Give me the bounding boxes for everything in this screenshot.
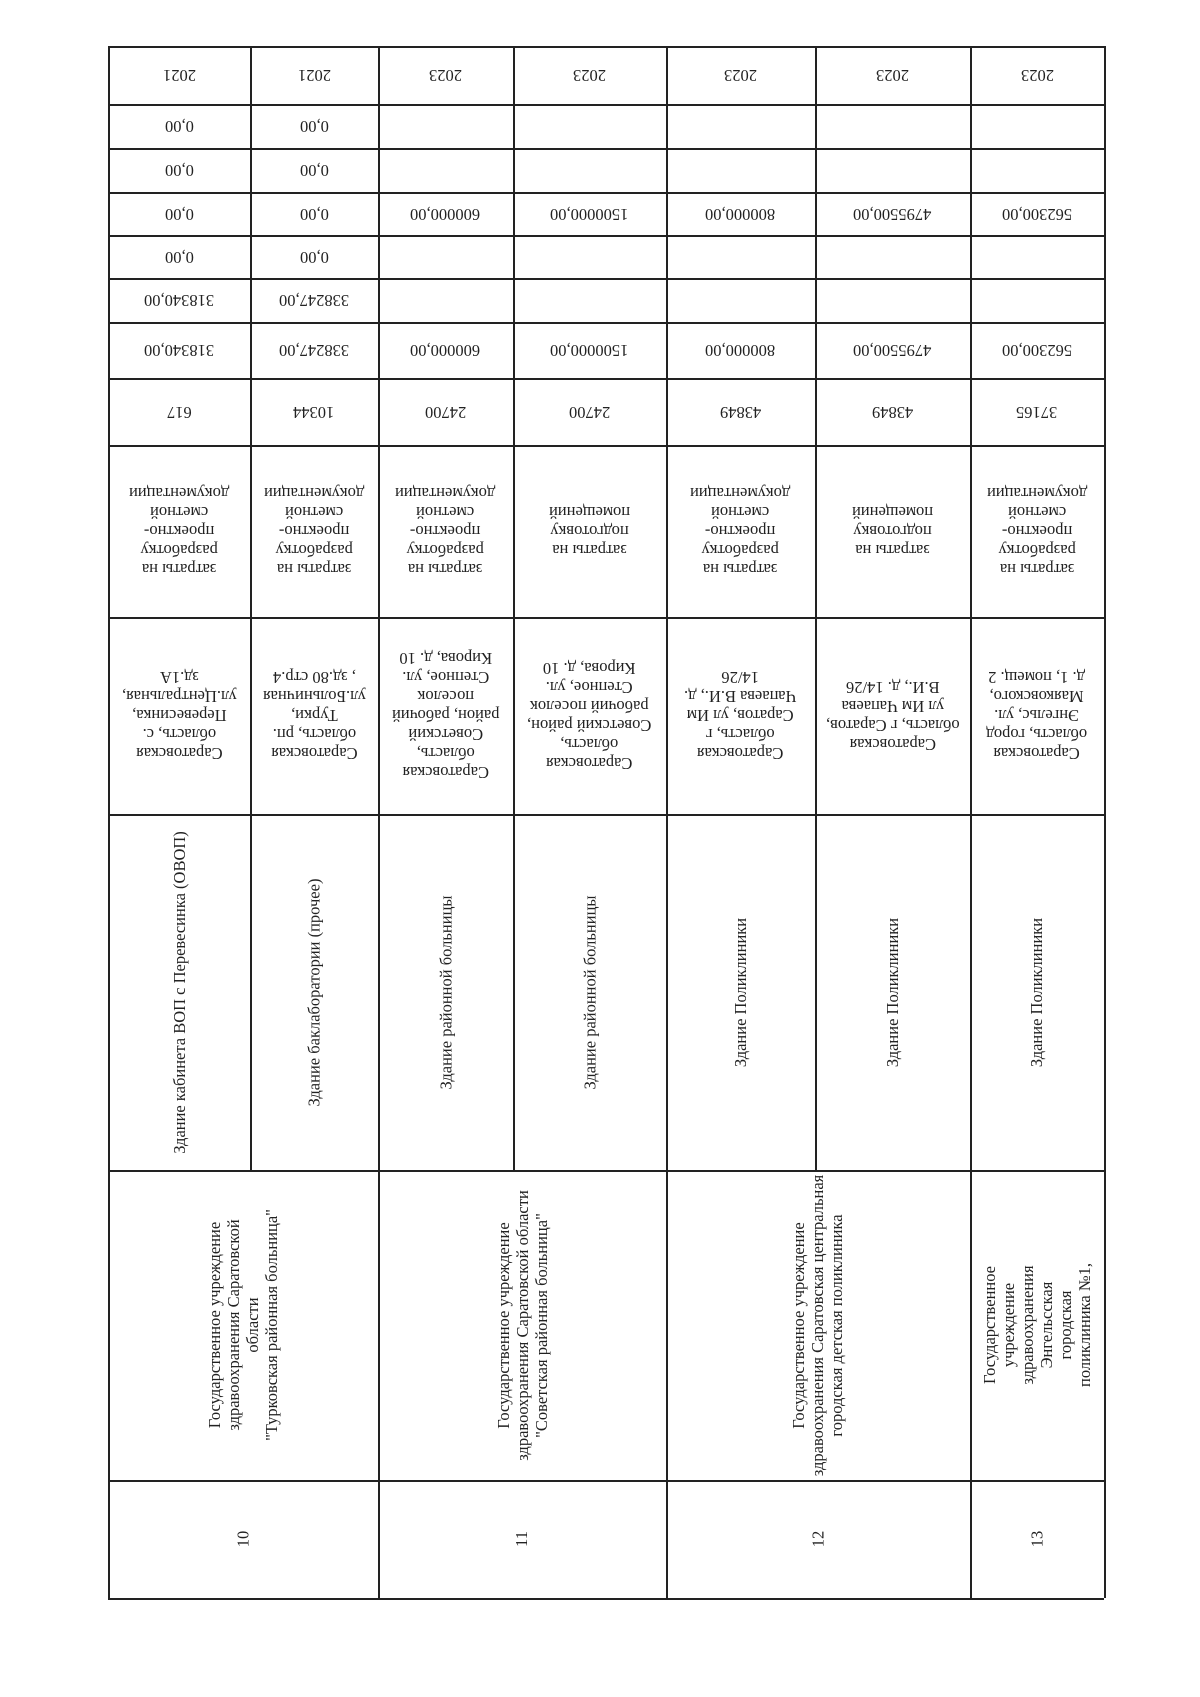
institution-name-cell	[108, 1170, 378, 1480]
amount-v3: 0,00	[299, 247, 329, 267]
amount-v1: 318340,00	[143, 341, 215, 360]
area-value-cell	[108, 378, 250, 445]
amount-v2-cell	[970, 278, 1104, 322]
address-text: Саратовская область, Советский район, рабочий поселок Степное, ул. Кирова, д. 10	[527, 658, 652, 773]
amount-v6-cell	[108, 104, 250, 148]
building-name: Здание районной больницы	[436, 895, 455, 1089]
institution-name: Государственное учреждение здравоохранения Саратовской области "Советская районная больница"	[493, 1189, 551, 1461]
purpose-text-cell	[970, 445, 1104, 617]
building-name-cell	[513, 814, 666, 1170]
amount-v1-cell	[513, 322, 666, 378]
address-text-cell	[666, 617, 815, 814]
amount-v2: 338247,00	[278, 291, 350, 310]
row-number-cell	[108, 1480, 378, 1598]
amount-v5-cell	[250, 148, 378, 192]
row-number: 13	[1027, 1530, 1046, 1548]
building-name-cell	[378, 814, 513, 1170]
institution-name: Государственное учреждение здравоохранения Саратовской области "Турковская районная больница"	[205, 1209, 281, 1441]
amount-v1-cell	[666, 322, 815, 378]
amount-v1-cell	[815, 322, 970, 378]
amount-v4-cell	[250, 192, 378, 235]
row-number-cell	[666, 1480, 970, 1598]
institution-name-cell	[378, 1170, 666, 1480]
amount-v2-cell	[378, 278, 513, 322]
institution-name: Государственное учреждение здравоохранения Саратовская центральная городская детская поликлиника	[789, 1174, 847, 1476]
amount-v2-cell	[250, 278, 378, 322]
year-value: 2021	[162, 66, 196, 85]
amount-v2-cell	[815, 278, 970, 322]
amount-v6-cell	[250, 104, 378, 148]
amount-v6: 0,00	[164, 117, 194, 136]
amount-v1-cell	[108, 322, 250, 378]
amount-v6-cell	[513, 104, 666, 148]
amount-v3-cell	[108, 235, 250, 278]
amount-v5-cell	[108, 148, 250, 192]
amount-v4: 562300,00	[1001, 204, 1073, 224]
purpose-text: затраты на подготовку помещений	[548, 502, 631, 560]
amount-v5-cell	[970, 148, 1104, 192]
amount-v4-cell	[666, 192, 815, 235]
amount-v4-cell	[815, 192, 970, 235]
year-value: 2023	[429, 66, 462, 85]
year-value: 2023	[573, 66, 606, 85]
amount-v2-cell	[666, 278, 815, 322]
institution-name-cell	[666, 1170, 970, 1480]
amount-v5-cell	[378, 148, 513, 192]
building-name: Здание районной больницы	[580, 895, 599, 1089]
amount-v3-cell	[970, 235, 1104, 278]
building-name-cell	[108, 814, 250, 1170]
amount-v3: 0,00	[164, 247, 194, 267]
table-rule	[108, 1480, 1104, 1482]
year-value-cell	[666, 46, 815, 104]
institution-name: Государственное учреждение здравоохранения Энгельсская городская поликлиника №1,	[980, 1263, 1094, 1387]
amount-v5-cell	[513, 148, 666, 192]
amount-v1: 562300,00	[1001, 341, 1073, 360]
amount-v1-cell	[250, 322, 378, 378]
year-value-cell	[513, 46, 666, 104]
amount-v1-cell	[378, 322, 513, 378]
amount-v2-cell	[108, 278, 250, 322]
area-value-cell	[970, 378, 1104, 445]
amount-v4: 800000,00	[705, 204, 776, 224]
address-text-cell	[815, 617, 970, 814]
purpose-text: затраты на разработку проектно- сметной документации	[690, 483, 791, 579]
purpose-text: затраты на подготовку помещений	[851, 502, 934, 560]
row-number: 10	[233, 1530, 252, 1548]
table-rule	[1104, 46, 1106, 1598]
institution-name-cell	[970, 1170, 1104, 1480]
amount-v1: 800000,00	[705, 341, 776, 360]
area-value: 24700	[424, 402, 467, 422]
amount-v6-cell	[666, 104, 815, 148]
area-value: 37165	[1016, 402, 1058, 422]
row-number-cell	[970, 1480, 1104, 1598]
amount-v3-cell	[666, 235, 815, 278]
address-text-cell	[378, 617, 513, 814]
purpose-text-cell	[378, 445, 513, 617]
amount-v4: 0,00	[164, 204, 194, 224]
amount-v2: 318340,00	[143, 291, 215, 310]
address-text: Саратовская область, рп. Турки, ул.Больничная , зд.80 стр.4	[262, 668, 366, 763]
area-value-cell	[666, 378, 815, 445]
building-name: Здание Поликлиники	[1027, 917, 1047, 1067]
amount-v6-cell	[970, 104, 1104, 148]
purpose-text-cell	[250, 445, 378, 617]
amount-v3-cell	[378, 235, 513, 278]
amount-v3-cell	[815, 235, 970, 278]
amount-v4: 1500000,00	[550, 204, 629, 224]
purpose-text: затраты на разработку проектно- сметной документации	[395, 483, 496, 579]
amount-v4-cell	[513, 192, 666, 235]
amount-v1-cell	[970, 322, 1104, 378]
amount-v6: 0,00	[299, 117, 329, 136]
building-name-cell	[815, 814, 970, 1170]
year-value: 2023	[1020, 66, 1054, 85]
amount-v5-cell	[815, 148, 970, 192]
amount-v4: 0,00	[299, 204, 329, 224]
amount-v3-cell	[250, 235, 378, 278]
purpose-text: затраты на разработку проектно- сметной документации	[986, 483, 1088, 579]
year-value-cell	[108, 46, 250, 104]
purpose-text-cell	[815, 445, 970, 617]
row-number-cell	[378, 1480, 666, 1598]
amount-v5: 0,00	[164, 161, 194, 180]
amount-v1: 600000,00	[410, 341, 481, 360]
building-name-cell	[970, 814, 1104, 1170]
amount-v4-cell	[378, 192, 513, 235]
area-value-cell	[815, 378, 970, 445]
building-name: Здание кабинета ВОП с Перевесинка (ОВОП)	[169, 830, 189, 1154]
amount-v4: 4795500,00	[853, 204, 932, 224]
amount-v4-cell	[970, 192, 1104, 235]
area-value: 617	[166, 402, 192, 422]
area-value-cell	[513, 378, 666, 445]
address-text-cell	[250, 617, 378, 814]
area-value-cell	[378, 378, 513, 445]
amount-v2-cell	[513, 278, 666, 322]
row-number: 12	[808, 1530, 827, 1548]
purpose-text: затраты на разработку проектно- сметной документации	[128, 483, 230, 579]
area-value: 43849	[719, 402, 762, 422]
address-text: Саратовская область, г Саратов, ул Им Чапаева В.И., д. 14/26	[684, 668, 797, 763]
year-value-cell	[970, 46, 1104, 104]
amount-v1: 338247,00	[278, 341, 350, 360]
area-value: 43849	[871, 402, 914, 422]
building-name-cell	[666, 814, 815, 1170]
amount-v5-cell	[666, 148, 815, 192]
area-value: 10344	[293, 402, 335, 422]
year-value-cell	[378, 46, 513, 104]
year-value: 2023	[724, 66, 757, 85]
address-text: Саратовская область, г Саратов, ул Им Чапаева В.И., д. 14/26	[825, 677, 960, 754]
building-name: Здание Поликлиники	[882, 917, 902, 1067]
amount-v6-cell	[378, 104, 513, 148]
table-rule	[108, 1598, 1104, 1600]
building-name: Здание Поликлиники	[731, 917, 751, 1067]
area-value-cell	[250, 378, 378, 445]
purpose-text: затраты на разработку проектно- сметной документации	[263, 483, 365, 579]
row-number: 11	[511, 1531, 531, 1547]
amount-v3-cell	[513, 235, 666, 278]
building-name: Здание баклаборатории (прочее)	[304, 878, 324, 1106]
address-text: Саратовская область, с. Перевесинка, ул.Центральная, зд.1А	[121, 668, 237, 763]
amount-v5: 0,00	[299, 161, 329, 180]
year-value-cell	[815, 46, 970, 104]
year-value: 2021	[297, 66, 331, 85]
amount-v6-cell	[815, 104, 970, 148]
amount-v1: 1500000,00	[550, 341, 629, 360]
address-text-cell	[108, 617, 250, 814]
address-text: Саратовская область, город Энгельс, ул. Маяковского, д. 1, помещ. 2	[986, 668, 1088, 763]
purpose-text-cell	[108, 445, 250, 617]
building-name-cell	[250, 814, 378, 1170]
year-value: 2023	[876, 66, 909, 85]
purpose-text-cell	[513, 445, 666, 617]
year-value-cell	[250, 46, 378, 104]
address-text: Саратовская область, Советский район, рабочий поселок Степное, ул. Кирова, д. 10	[391, 649, 500, 782]
amount-v4: 600000,00	[410, 204, 481, 224]
amount-v4-cell	[108, 192, 250, 235]
address-text-cell	[513, 617, 666, 814]
area-value: 24700	[568, 402, 611, 422]
purpose-text-cell	[666, 445, 815, 617]
address-text-cell	[970, 617, 1104, 814]
amount-v1: 4795500,00	[853, 341, 932, 360]
